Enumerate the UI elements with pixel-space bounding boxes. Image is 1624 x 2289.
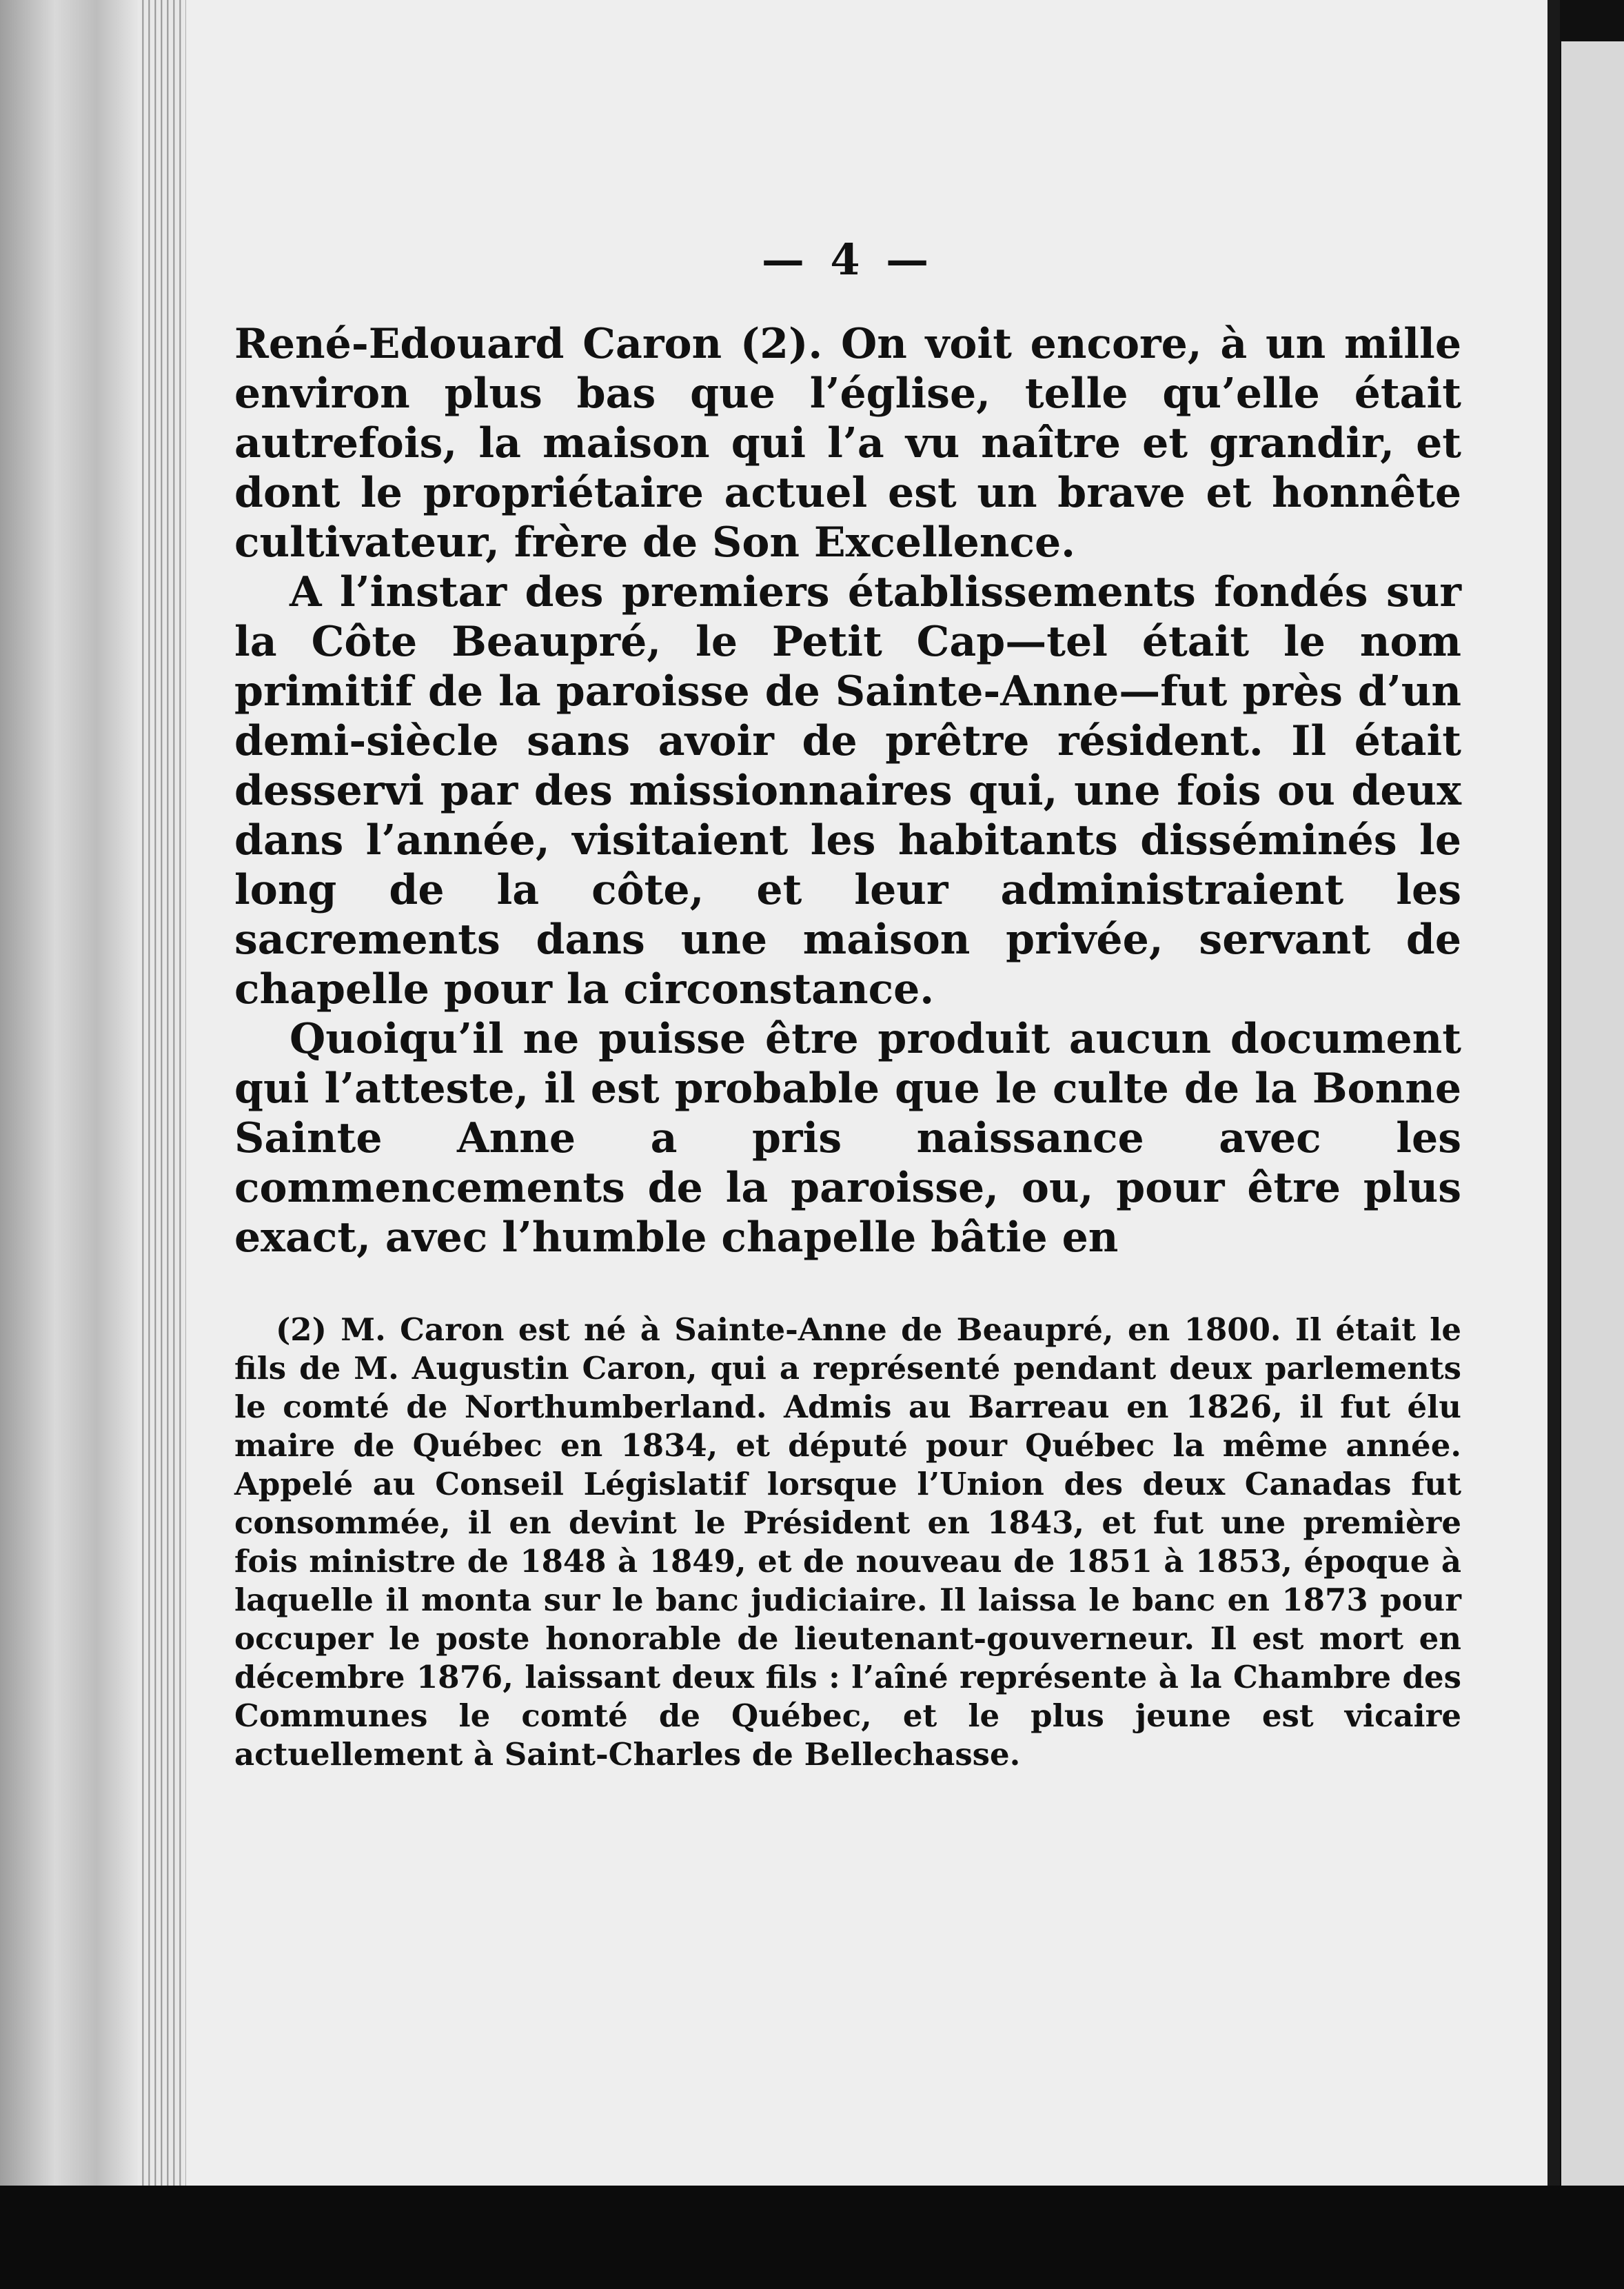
paragraph-2: A l’instar des premiers établissements fondés sur la Côte Beaupré, le Petit Cap—tel était le nom primitif de la paroisse de Sainte-Anne—fut près d’un demi-siècle sans avoir de prêtre résident. Il était desservi par des missionnaires qui, une fois ou deux dans l’année, visitaient les habitants disséminés le long de la côte, et leur administraient les sacrements dans une maison privée, servant de chapelle pour la circonstance. — [234, 568, 1461, 1014]
book-spine — [0, 0, 138, 2289]
footnote: (2) M. Caron est né à Sainte-Anne de Beaupré, en 1800. Il était le fils de M. Augustin Caron, qui a représenté pendant deux parlements le comté de Northumberland. Admis au Barreau en 1826, il fut élu maire de Québec en 1834, et député pour Québec la même année. Appelé au Conseil Législatif lorsque l’Union des deux Canadas fut consommée, il en devint le Président en 1843, et fut une première fois ministre de 1848 à 1849, et de nouveau de 1851 à 1853, époque à laquelle il monta sur le banc judiciaire. Il laissa le banc en 1873 pour occuper le poste honorable de lieutenant-gouverneur. Il est mort en décembre 1876, laissant deux fils : l’aîné représente à la Chambre des Communes le comté de Québec, et le plus jeune est vicaire actuellement à Saint-Charles de Bellechasse. — [234, 1311, 1461, 1773]
paragraph-1: René-Edouard Caron (2). On voit encore, à un mille environ plus bas que l’église, telle qu’elle était autrefois, la maison qui l’a vu naître et grandir, et dont le propriétaire actuel est un brave et honnête cultivateur, frère de Son Excellence. — [234, 320, 1461, 567]
paragraph-3: Quoiqu’il ne puisse être produit aucun document qui l’atteste, il est probable que le culte de la Bonne Sainte Anne a pris naissance avec les commencements de la paroisse, ou, pour être plus exact, avec l’humble chapelle bâtie en — [234, 1015, 1461, 1262]
body-text — [234, 319, 1461, 1262]
next-page-edge — [1561, 41, 1624, 2213]
page-content — [234, 207, 1461, 1774]
scan-border — [0, 2186, 1624, 2289]
page-number: — 4 — — [761, 234, 935, 285]
page-edges — [138, 0, 186, 2289]
